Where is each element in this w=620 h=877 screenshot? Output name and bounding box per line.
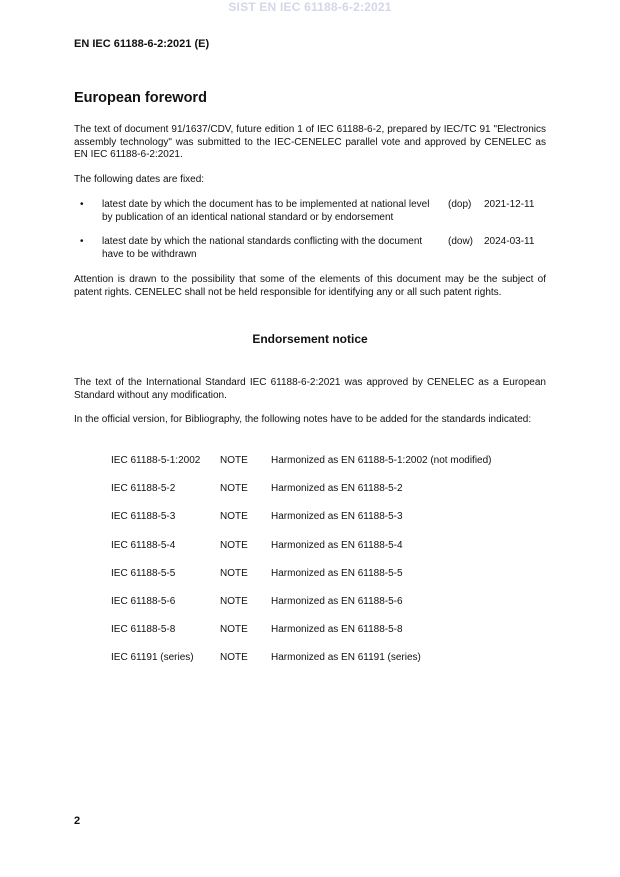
note-standard: IEC 61188-5-6 xyxy=(111,596,176,607)
watermark: SIST EN IEC 61188-6-2:2021 xyxy=(228,0,392,14)
note-text: Harmonized as EN 61188-5-1:2002 (not modified) xyxy=(271,455,492,466)
note-standard: IEC 61188-5-8 xyxy=(111,624,176,635)
note-label: NOTE xyxy=(220,455,248,466)
date-item-date: 2024-03-11 xyxy=(484,236,535,247)
document-id-header: EN IEC 61188-6-2:2021 (E) xyxy=(74,38,210,50)
endorsement-title: Endorsement notice xyxy=(252,332,368,346)
bullet-marker: • xyxy=(80,199,84,210)
note-label: NOTE xyxy=(220,568,248,579)
note-text: Harmonized as EN 61188-5-8 xyxy=(271,624,403,635)
note-text: Harmonized as EN 61188-5-4 xyxy=(271,540,403,551)
date-item-text: latest date by which the document has to be implemented at national level by publication of an identical national standard or by endorsement xyxy=(102,199,430,223)
note-standard: IEC 61188-5-1:2002 xyxy=(111,455,201,466)
patent-attention-paragraph: Attention is drawn to the possibility that some of the elements of this document may be the subject of patent rights. CENELEC shall not be held responsible for identifying any or all such patent rights. xyxy=(74,274,546,298)
dates-intro-paragraph: The following dates are fixed: xyxy=(74,174,205,185)
note-standard: IEC 61188-5-2 xyxy=(111,483,176,494)
note-text: Harmonized as EN 61188-5-2 xyxy=(271,483,403,494)
date-item-code: (dow) xyxy=(448,236,474,247)
note-text: Harmonized as EN 61188-5-5 xyxy=(271,568,403,579)
note-standard: IEC 61188-5-3 xyxy=(111,511,176,522)
note-standard: IEC 61188-5-5 xyxy=(111,568,176,579)
note-text: Harmonized as EN 61188-5-6 xyxy=(271,596,403,607)
date-item-date: 2021-12-11 xyxy=(484,199,535,210)
note-standard: IEC 61191 (series) xyxy=(111,652,194,663)
note-label: NOTE xyxy=(220,483,248,494)
note-text: Harmonized as EN 61191 (series) xyxy=(271,652,421,663)
endorsement-text-paragraph: The text of the International Standard IEC 61188-6-2:2021 was approved by CENELEC as a European Standard without any modification. xyxy=(74,377,546,401)
bullet-marker: • xyxy=(80,236,84,247)
note-text: Harmonized as EN 61188-5-3 xyxy=(271,511,403,522)
foreword-title: European foreword xyxy=(74,90,207,106)
note-label: NOTE xyxy=(220,511,248,522)
date-item-text: latest date by which the national standards conflicting with the document have to be withdrawn xyxy=(102,236,423,260)
foreword-intro-paragraph: The text of document 91/1637/CDV, future edition 1 of IEC 61188-6-2, prepared by IEC/TC 91 "Electronics assembly technology" was submitted to the IEC-CENELEC parallel vote and approved by CENELEC as EN IEC 61188-6-2:2021. xyxy=(74,124,546,160)
note-label: NOTE xyxy=(220,540,248,551)
note-label: NOTE xyxy=(220,624,248,635)
date-item-code: (dop) xyxy=(448,199,472,210)
note-label: NOTE xyxy=(220,652,248,663)
note-label: NOTE xyxy=(220,596,248,607)
page-number: 2 xyxy=(74,815,81,827)
bibliography-intro-paragraph: In the official version, for Bibliography, the following notes have to be added for the standards indicated: xyxy=(74,414,532,425)
note-standard: IEC 61188-5-4 xyxy=(111,540,176,551)
